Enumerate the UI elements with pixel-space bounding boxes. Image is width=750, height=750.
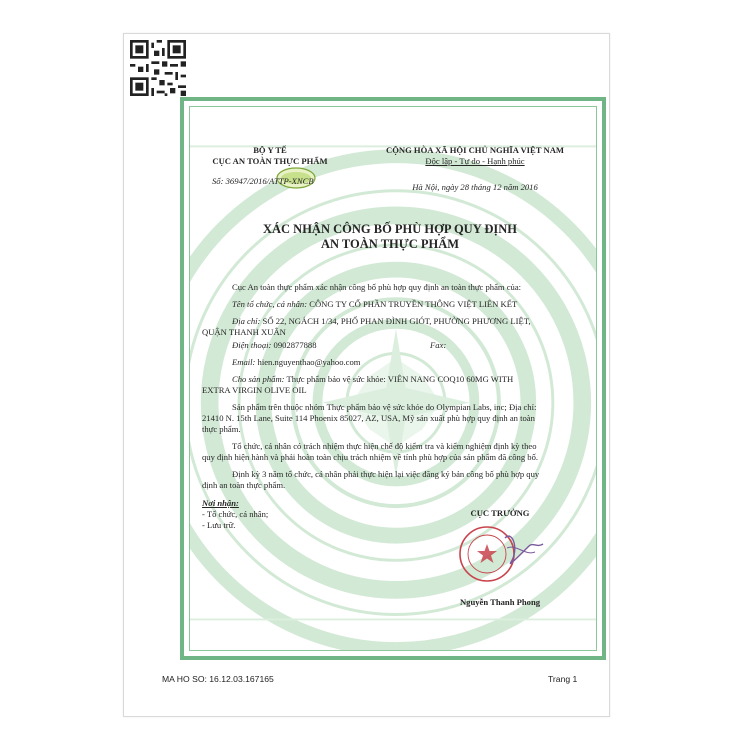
signer-name: Nguyễn Thanh Phong [459,597,541,607]
manufacturer-line2: 21410 N. 15th Lane, Suite 114 Phoenix 85027, AZ, USA, Mỹ sản xuất phù hợp quy định an toàn [202,413,535,423]
address-value: SỐ 22, NGÁCH 1/34, PHỐ PHAN ĐÌNH GIÓT, PHƯỜNG PHƯƠNG LIỆT, [260,316,531,326]
address-row [232,316,582,327]
recipient-item: - Lưu trữ. [202,520,236,530]
page-number: Trang 1 [548,674,578,684]
official-seal-stamp [447,524,551,584]
phone-label: Điện thoại: [232,340,272,350]
certificate-title: XÁC NHẬN CÔNG BỐ PHÙ HỢP QUY ĐỊNH [262,222,518,236]
organization-label: Tên tổ chức, cá nhân: [232,299,308,309]
manufacturer-line3: thực phẩm. [202,424,241,434]
fax-label: Fax: [430,340,447,350]
product-value: Thực phẩm bảo vệ sức khỏe: VIÊN NANG COQ10 60MG WITH [284,374,514,384]
phone-row [232,340,412,351]
product-label: Cho sản phẩm: [232,374,285,384]
responsibility-line1: Tổ chức, cá nhân có trách nhiệm thực hiện chế độ kiểm tra và kiểm nghiệm định kỳ theo [232,441,537,451]
certificate-subtitle: AN TOÀN THỰC PHẨM [320,237,460,251]
issue-date: Hà Nội, ngày 28 tháng 12 năm 2016 [412,182,538,192]
national-motto: Độc lập - Tự do - Hạnh phúc [425,156,525,166]
recipients-title: Nơi nhận: [202,498,239,508]
intro-text: Cục An toàn thực phẩm xác nhận công bố phù hợp quy định an toàn thực phẩm của: [232,282,522,292]
email-label: Email: [232,357,256,367]
responsibility-line2: quy định hiện hành và phải hoàn toàn chịu trách nhiệm về tính phù hợp của sản phẩm đã công bố. [202,452,539,462]
product-row [232,374,582,385]
manufacturer-line1: Sản phẩm trên thuộc nhóm Thực phẩm bảo vệ sức khỏe do Olympian Labs, inc; Địa chỉ: [232,402,537,412]
dossier-code: MA HO SO: 16.12.03.167165 [162,674,274,684]
ministry-name: BỘ Y TẾ [253,145,287,155]
address-label: Địa chỉ: [232,316,261,326]
renewal-line1: Định kỳ 3 năm tổ chức, cá nhân phải thực hiện lại việc đăng ký bản công bố phù hợp quy [232,469,540,479]
recipient-item: - Tổ chức, cá nhân; [202,509,269,519]
organization-value: CÔNG TY CỔ PHẦN TRUYỀN THÔNG VIỆT LIÊN KẾT [307,299,518,309]
signer-title: CỤC TRƯỞNG [470,508,530,518]
product-value-line2: EXTRA VIRGIN OLIVE OIL [202,385,307,395]
email-row [232,357,582,368]
document-number: Số: 36947/2016/ATTP-XNCB [212,176,314,186]
email-value: hien.nguyenthao@yahoo.com [255,357,361,367]
qr-code [130,40,186,96]
phone-value: 0902877888 [271,340,317,350]
address-value-line2: QUẬN THANH XUÂN [202,327,286,337]
department-name: CỤC AN TOÀN THỰC PHẨM [212,156,328,166]
country-name: CỘNG HÒA XÃ HỘI CHỦ NGHĨA VIỆT NAM [385,145,565,155]
renewal-line2: định an toàn thực phẩm. [202,480,286,490]
organization-row [232,299,582,310]
